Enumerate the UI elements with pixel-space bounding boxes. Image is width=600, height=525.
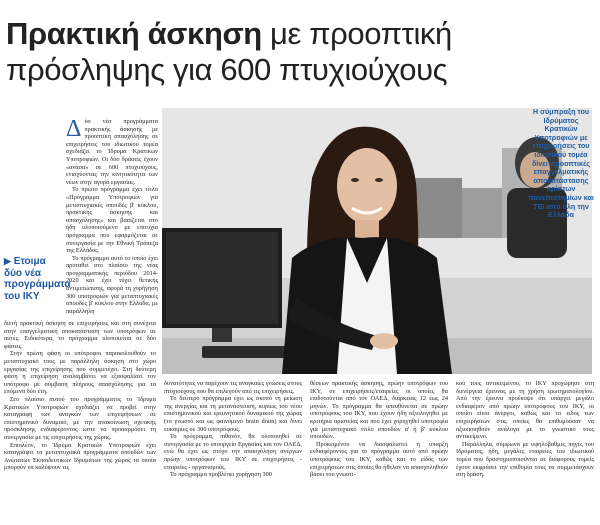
paragraph: κού τους αντικειμένου, το ΙΚΥ προχώρησε στη διενέργεια έρευνας με τη χρήση ερωτηματολογίου. Από την έρευνα προέκυψε ότι υπάρχει μεγάλο ενδιαφέρον από πρώην υποτρόφους του ΙΚΥ, οι οποίοι είναι άνεργοι, καθώς και το είδος των επιχειρήσεων στις οποίες θα επιθυμούσαν να αξιοποιηθούν ανάλογα με το γνωστικό τους αντικείμενο. <box>456 380 594 441</box>
paragraph: Το πρόγραμμα προβλέπει χορήγηση 300 <box>170 471 272 479</box>
headline <box>6 16 594 88</box>
paragraph: Το πρώτο πρόγραμμα έχει τίτλο «Πρόγραμμα Υποτροφιών για μεταπτυχιακές σπουδές β' κύκλου, πρακτικής άσκησης και απασχόλησης» και βασίζεται στο ήδη υλοποιούμενο με επιτυχία πρόγραμμα που εφαρμόζεται σε συνεργασία με την Εθνική Τράπεζα της Ελλάδος. <box>66 186 158 255</box>
dropcap: Δ <box>66 116 82 142</box>
column-2 <box>164 380 302 525</box>
paragraph: θέσεων πρακτικής άσκησης, πρώην υποτρόφων του ΙΚΥ, σε επιχειρήσεις/εταιρείες οι οποίες θα επιδοτούνται από τον ΟΑΕΔ, διάρκειας 12 έως 24 μηνών. Το πρόγραμμα θα απευθύνεται σε πρώην υποτρόφους του ΙΚΥ, που έχουν ήδη αξιολογηθεί με κριτήρια αριστείας και που έχει χορηγηθεί υποτροφία για μεταπτυχιακό τίτλο σπουδών α' ή β' κύκλου σπουδών. <box>310 380 448 441</box>
pull-quote <box>4 256 71 302</box>
column-1-bottom <box>4 320 156 525</box>
paragraph: Το πρόγραμμα, πιθανόν, θα υλοποιηθεί σε συνεργασία με το υπουργείο Εργασίας και τον ΟΑΕΔ, ενώ θα έχει ως στόχο την απασχόληση ανέργων πρώην υποτρόφων του ΙΚΥ σε επιχειρήσεις - εταιρείες - οργανισμούς. <box>164 433 302 471</box>
paragraph: Προκειμένου να διασφαλιστεί η ύπαρξη ενδιαφέροντος για το πρόγραμμα αυτό από πρώην υποτρόφους του ΙΚΥ, καθώς και το είδος των επιχειρήσεων στις οποίες θα ήθελαν να απασχοληθούν βάσει του γνωστι- <box>310 440 448 479</box>
paragraph: Το δεύτερο πρόγραμμα έχει ως σκοπό τη μείωση της ανεργίας και τη μετανάστευση, κυρίως του νέου επιστημονικού και ερευνητικού δυναμικού της χώρας (το γνωστό και ως φαινόμενο brain drain) και δίνει ευκαιρίες σε 300 υποτρόφους. <box>164 395 302 433</box>
paragraph: ύο νέα προγράμματα πρακτικής άσκησης με προοπτική απασχόλησης σε επιχειρήσεις του ιδιωτικού τομέα σχεδιάζει το Ίδρυμα Κρατικών Υποτροφιών. Οι δύο δράσεις έχουν «ανάσα» σε 600 πτυχιούχους, ενισχύοντας την κινητικότητα των νέων στην αγορά εργασίας. <box>66 118 158 186</box>
paragraph: Το πρόγραμμα αυτό το οποίο έχει προταθεί στο πλαίσιο της νέας προγραμματικής περιόδου 2014-2020 και έχει τύχει θετικής αντιμετώπισης, αφορά τη χορήγηση 300 υποτροφιών για μεταπτυχιακές σπουδές β' κύκλου στην Ελλάδα, με παράλληλη <box>66 254 158 315</box>
triangle-marker-icon: ▶ <box>4 256 11 266</box>
paragraph: διετή πρακτική άσκηση σε επιχειρήσεις και στη συνέχεια στην επαγγελματική αποκατάσταση των υποτρόφων σε αυτές. Ειδικότερα, το πρόγραμμα υλοποιείται σε δύο φάσεις. <box>4 320 156 350</box>
paragraph: Παράλληλα, σύμφωνα με υψηλόβαθμες πηγές του Ιδρύματος, ήδη, μεγάλες εταιρείες του ιδιωτικού τομέα που δραστηριοποιούνται σε διάφορους τομείς έχουν εκφράσει την επιθυμία τους να συμμετάσχουν στη δράση. <box>456 440 594 479</box>
headline-bold: Πρακτική άσκηση <box>6 16 262 51</box>
headline-light: με προοπτική πρόσληψης για 600 πτυχιούχους <box>6 16 452 87</box>
pull-quote-text: Ετοιμα δύο νέα προγράμματα του ΙΚΥ <box>4 256 71 302</box>
column-4 <box>456 380 594 525</box>
paragraph: Στην πρώτη φάση οι υπότροφοι παρακολουθούν το μεταπτυχιακό τους με παράλληλη άσκηση στο χώρο εργασίας της επιχείρησης που συμμετέχει. Στη δεύτερη φάση η επιχείρηση αναλαμβάνει να εξασφαλίσει τον υπότροφο με σύμβαση πλήρους απασχόλησης για τα επόμενα δύο έτη. <box>4 350 156 396</box>
paragraph: δυνατότητες να παρέχουν τις αναγκαίες γνώσεις στους πτυχιούχους που θα επιλεγούν από τις επιχειρήσεις. <box>164 380 302 395</box>
paragraph: Επιπλέον, το Ίδρυμα Κρατικών Υποτροφιών έχει καταγράψει τα μεταπτυχιακά προγράμματα σπουδών των Ανώτατων Εκπαιδευτικών Ιδρυμάτων της χώρας τα οποία μπορούν να καλύψουν τις <box>4 441 156 472</box>
column-3 <box>310 380 448 525</box>
paragraph: Στο πλαίσιο αυτού του προγράμματος το Ίδρυμα Κρατικών Υποτροφιών σχεδιάζει να προβεί στην καταγραφή των αναγκών των επιχειρήσεων σε επιστημονικό δυναμικό, με την ανακοίνωση σχετικής πρόσκλησης ενδιαφέροντος ώστε να προσαρμόσει τη συνεργασία με τις επιχειρήσεις της χώρας. <box>4 395 156 441</box>
column-1-top <box>66 118 158 315</box>
sidebar-caption: Η σύμπραξη του Ιδρύματος Κρατικών Υποτροφιών με επιχειρήσεις του ιδιωτικού τομέα δίνει προοπτικές επαγγελματικής αποκατάστασης αρίστων πανεπιστημίων και ΤΕΙ από όλη την Ελλάδα <box>528 107 594 220</box>
